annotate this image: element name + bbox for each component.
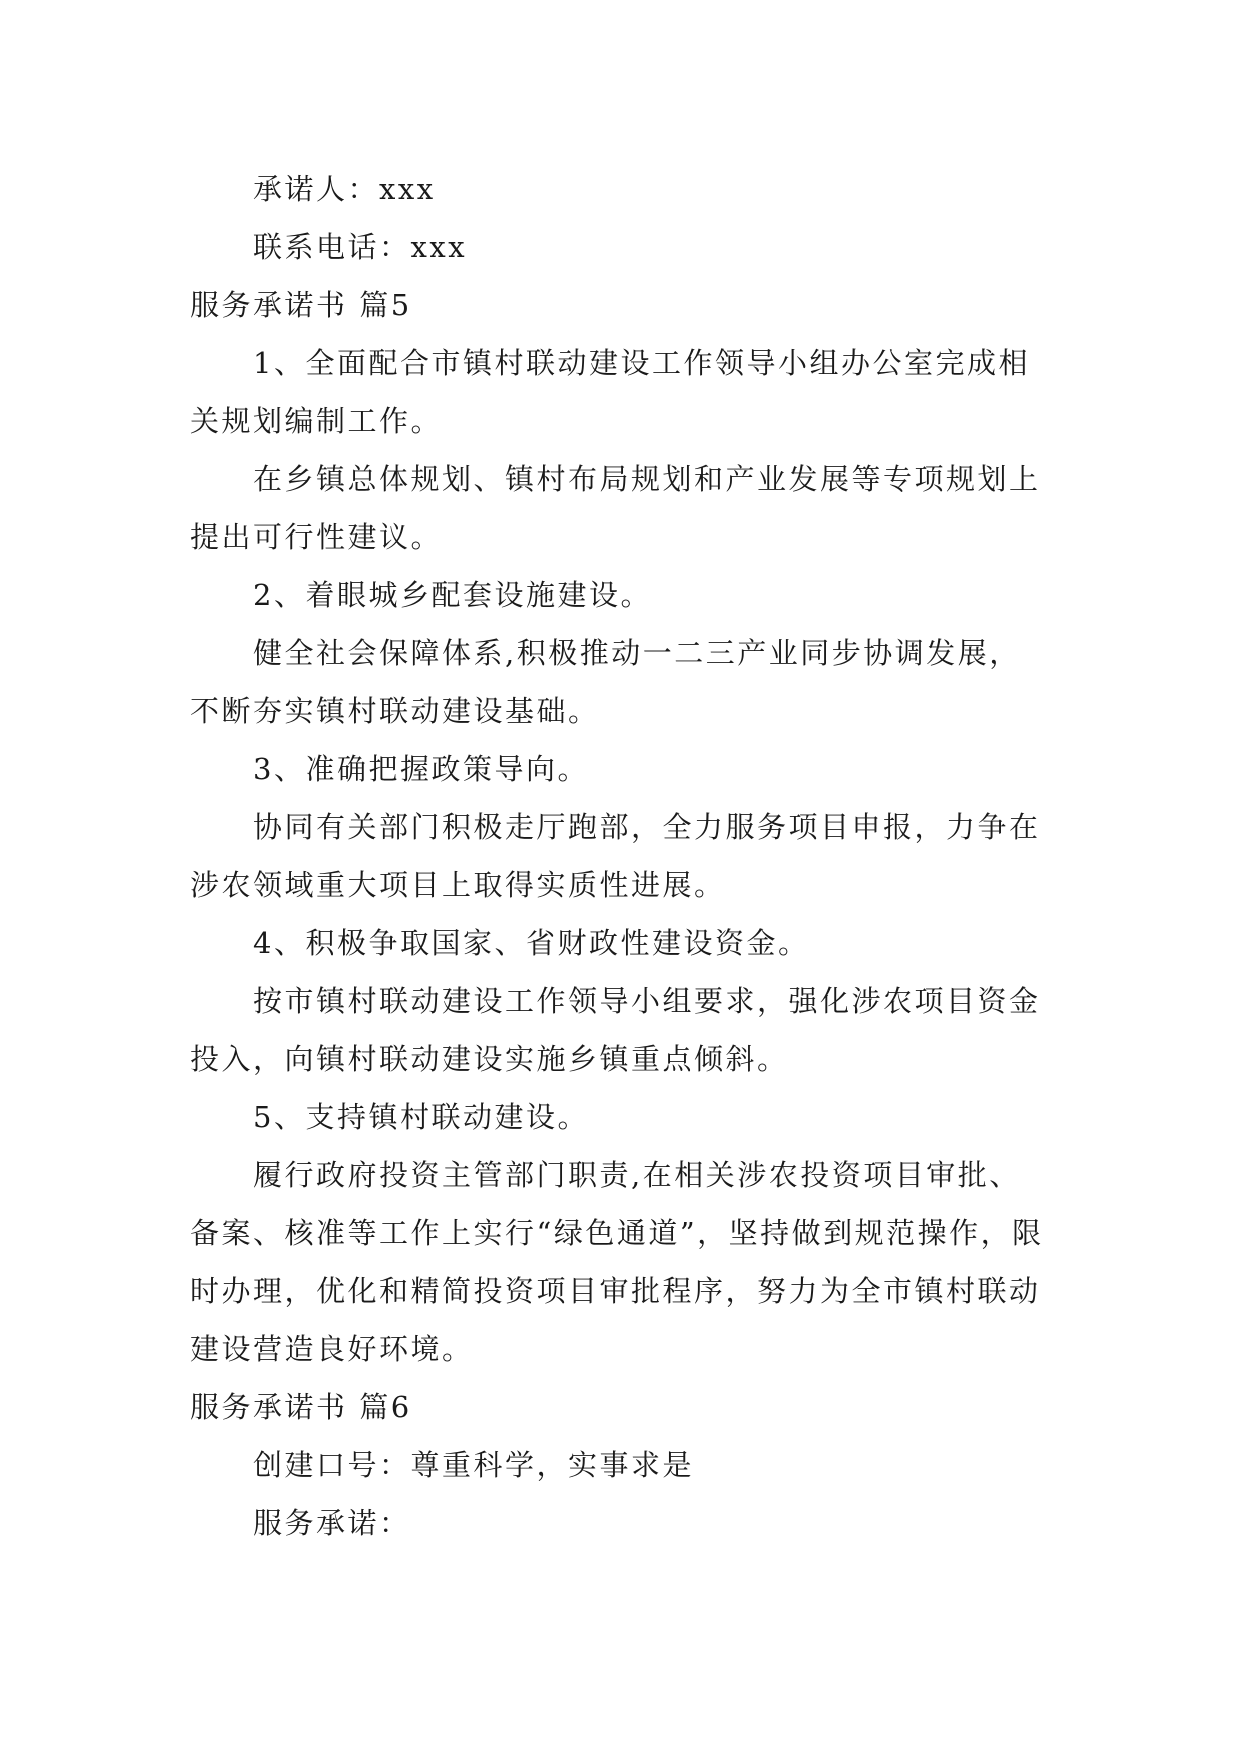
section-heading-5: 服务承诺书 篇5 [190, 288, 412, 322]
paragraph-detail-4: 按市镇村联动建设工作领导小组要求，强化涉农项目资金投入，向镇村联动建设实施乡镇重点倾斜。 [190, 984, 1041, 1076]
slogan-line: 创建口号：尊重科学，实事求是 [253, 1448, 695, 1482]
paragraph-detail-3: 协同有关部门积极走厅跑部，全力服务项目申报，力争在涉农领域重大项目上取得实质性进展。 [190, 810, 1041, 902]
paragraph-item-1: 1、全面配合市镇村联动建设工作领导小组办公室完成相关规划编制工作。 [190, 346, 1030, 438]
service-promise-label: 服务承诺： [253, 1506, 411, 1540]
paragraph-detail-2: 健全社会保障体系,积极推动一二三产业同步协调发展，不断夯实镇村联动建设基础。 [190, 636, 1021, 728]
paragraph-detail-5: 履行政府投资主管部门职责,在相关涉农投资项目审批、备案、核准等工作上实行“绿色通道”，坚持做到规范操作，限时办理，优化和精简投资项目审批程序，努力为全市镇村联动建设营造良好环境。 [190, 1158, 1044, 1366]
paragraph-item-5: 5、支持镇村联动建设。 [253, 1100, 589, 1134]
paragraph-item-2: 2、着眼城乡配套设施建设。 [253, 578, 652, 612]
contact-phone-line: 联系电话：xxx [253, 230, 468, 264]
paragraph-detail-1: 在乡镇总体规划、镇村布局规划和产业发展等专项规划上提出可行性建议。 [190, 462, 1041, 554]
promisor-line: 承诺人：xxx [253, 172, 436, 206]
document-body [190, 160, 1050, 1552]
paragraph-item-3: 3、准确把握政策导向。 [253, 752, 589, 786]
paragraph-item-4: 4、积极争取国家、省财政性建设资金。 [253, 926, 810, 960]
section-heading-6: 服务承诺书 篇6 [190, 1390, 412, 1424]
